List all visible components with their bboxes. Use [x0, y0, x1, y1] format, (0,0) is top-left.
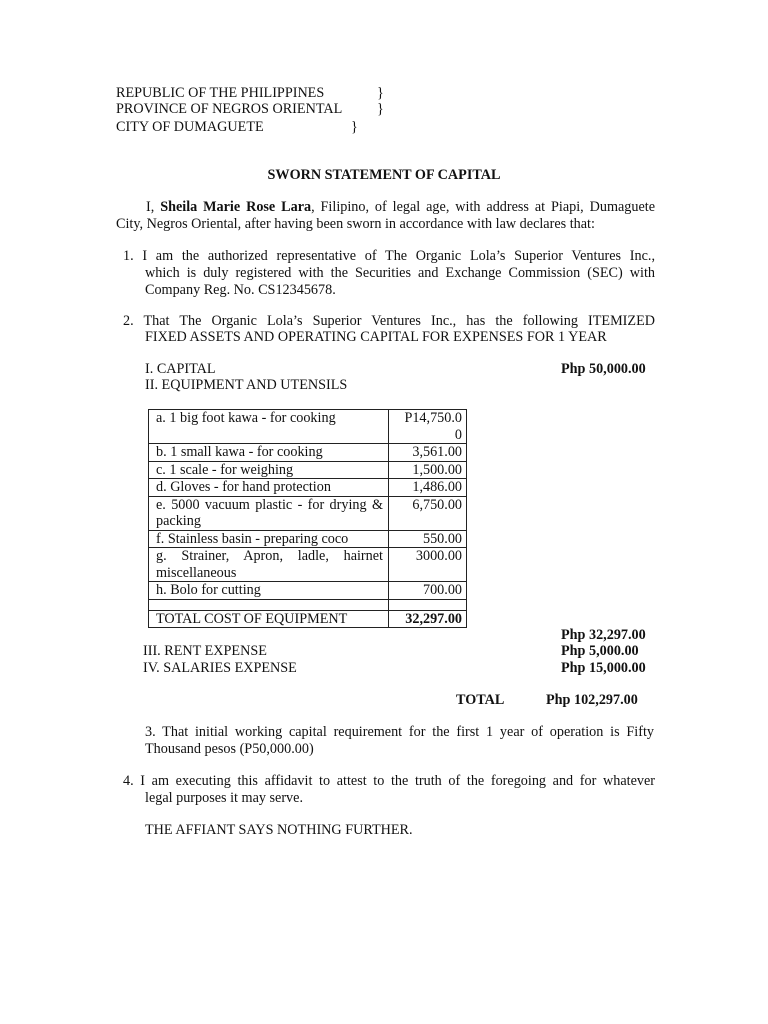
closing-statement: THE AFFIANT SAYS NOTHING FURTHER. — [145, 822, 413, 838]
equipment-item: c. 1 scale - for weighing — [149, 461, 389, 479]
equipment-cost: 6,750.00 — [389, 496, 467, 530]
equipment-item-line-2: packing — [156, 513, 201, 529]
item-3-line-1: 3. That initial working capital requirement for the first 1 year of operation is Fifty — [145, 724, 654, 740]
equipment-cost: 550.00 — [389, 530, 467, 548]
item-3-line-2: Thousand pesos (P50,000.00) — [145, 740, 314, 757]
equipment-item-line-2: miscellaneous — [156, 564, 237, 581]
affiant-name: Sheila Marie Rose Lara — [160, 199, 312, 215]
table-row — [149, 530, 467, 548]
brace-mark: } — [377, 101, 384, 117]
empty-cell — [389, 599, 467, 610]
equipment-table — [148, 409, 467, 628]
table-row — [149, 582, 467, 600]
capital-label: I. CAPITAL — [145, 361, 216, 377]
grand-total-label: TOTAL — [456, 692, 505, 708]
equipment-heading: II. EQUIPMENT AND UTENSILS — [145, 377, 348, 393]
empty-cell — [149, 599, 389, 610]
item-2-paragraph — [123, 313, 655, 330]
equipment-cost: 1,500.00 — [389, 461, 467, 479]
equipment-cost: 3000.00 — [389, 548, 467, 582]
equipment-item: a. 1 big foot kawa - for cooking — [149, 410, 389, 444]
table-row — [149, 444, 467, 462]
equipment-item-line-1: g. Strainer, Apron, ladle, hairnet — [156, 548, 383, 564]
table-row — [149, 548, 467, 582]
salaries-amount: Php 15,000.00 — [561, 660, 646, 676]
item-3-paragraph — [145, 724, 654, 757]
table-row — [149, 461, 467, 479]
intro-paragraph — [116, 199, 655, 232]
rent-label: III. RENT EXPENSE — [143, 643, 267, 659]
item-2-line-1: 2. That The Organic Lola’s Superior Ventures Inc., has the following ITEMIZED — [123, 313, 655, 329]
intro-prefix: I, — [146, 199, 161, 215]
equipment-total-label: TOTAL COST OF EQUIPMENT — [149, 610, 389, 628]
item-4-line-1: 4. I am executing this affidavit to attest to the truth of the foregoing and for whatever — [123, 773, 655, 789]
jurisdiction-line-republic: REPUBLIC OF THE PHILIPPINES — [116, 85, 325, 101]
intro-line-1 — [116, 199, 655, 216]
item-1-line-2: which is duly registered with the Securities and Exchange Commission (SEC) with — [145, 265, 655, 281]
equipment-item — [149, 496, 389, 530]
equipment-cost: 3,561.00 — [389, 444, 467, 462]
brace-mark: } — [351, 119, 358, 135]
equipment-cost: 1,486.00 — [389, 479, 467, 497]
item-1-line-3: Company Reg. No. CS12345678. — [145, 281, 336, 298]
intro-line-1-rest: , Filipino, of legal age, with address at Piapi, Dumaguete — [311, 199, 656, 215]
equipment-item — [149, 548, 389, 582]
jurisdiction-line-province: PROVINCE OF NEGROS ORIENTAL — [116, 101, 343, 117]
equipment-cost — [389, 410, 467, 444]
equipment-total-amount: 32,297.00 — [389, 610, 467, 628]
table-row — [149, 496, 467, 530]
equipment-item-line-1: e. 5000 vacuum plastic - for drying & — [156, 496, 383, 513]
equipment-cost: 700.00 — [389, 582, 467, 600]
equipment-item: f. Stainless basin - preparing coco — [149, 530, 389, 548]
table-row-blank — [149, 599, 467, 610]
equipment-item: d. Gloves - for hand protection — [149, 479, 389, 497]
item-4-line-2: legal purposes it may serve. — [145, 790, 303, 806]
equipment-item: h. Bolo for cutting — [149, 582, 389, 600]
item-1-line-1: 1. I am the authorized representative of The Organic Lola’s Superior Ventures Inc., — [123, 248, 655, 264]
table-row-total — [149, 610, 467, 628]
table-row — [149, 410, 467, 444]
grand-total-amount: Php 102,297.00 — [546, 692, 638, 708]
capital-amount: Php 50,000.00 — [561, 361, 646, 377]
rent-amount: Php 5,000.00 — [561, 643, 639, 659]
document-title: SWORN STATEMENT OF CAPITAL — [267, 167, 501, 183]
jurisdiction-line-city: CITY OF DUMAGUETE — [116, 119, 264, 135]
item-2-line-2: FIXED ASSETS AND OPERATING CAPITAL FOR EXPENSES FOR 1 YEAR — [145, 329, 607, 345]
item-4-paragraph — [123, 773, 655, 790]
table-row — [149, 479, 467, 497]
equipment-item: b. 1 small kawa - for cooking — [149, 444, 389, 462]
equipment-cost-value: P14,750.00 — [404, 410, 462, 443]
intro-line-2: City, Negros Oriental, after having been sworn in accordance with law declares that: — [116, 215, 595, 232]
item-1-paragraph — [123, 248, 655, 265]
item-1-continuation — [145, 265, 655, 298]
salaries-label: IV. SALARIES EXPENSE — [143, 660, 297, 676]
brace-mark: } — [377, 85, 384, 101]
equipment-total-php: Php 32,297.00 — [561, 627, 646, 643]
